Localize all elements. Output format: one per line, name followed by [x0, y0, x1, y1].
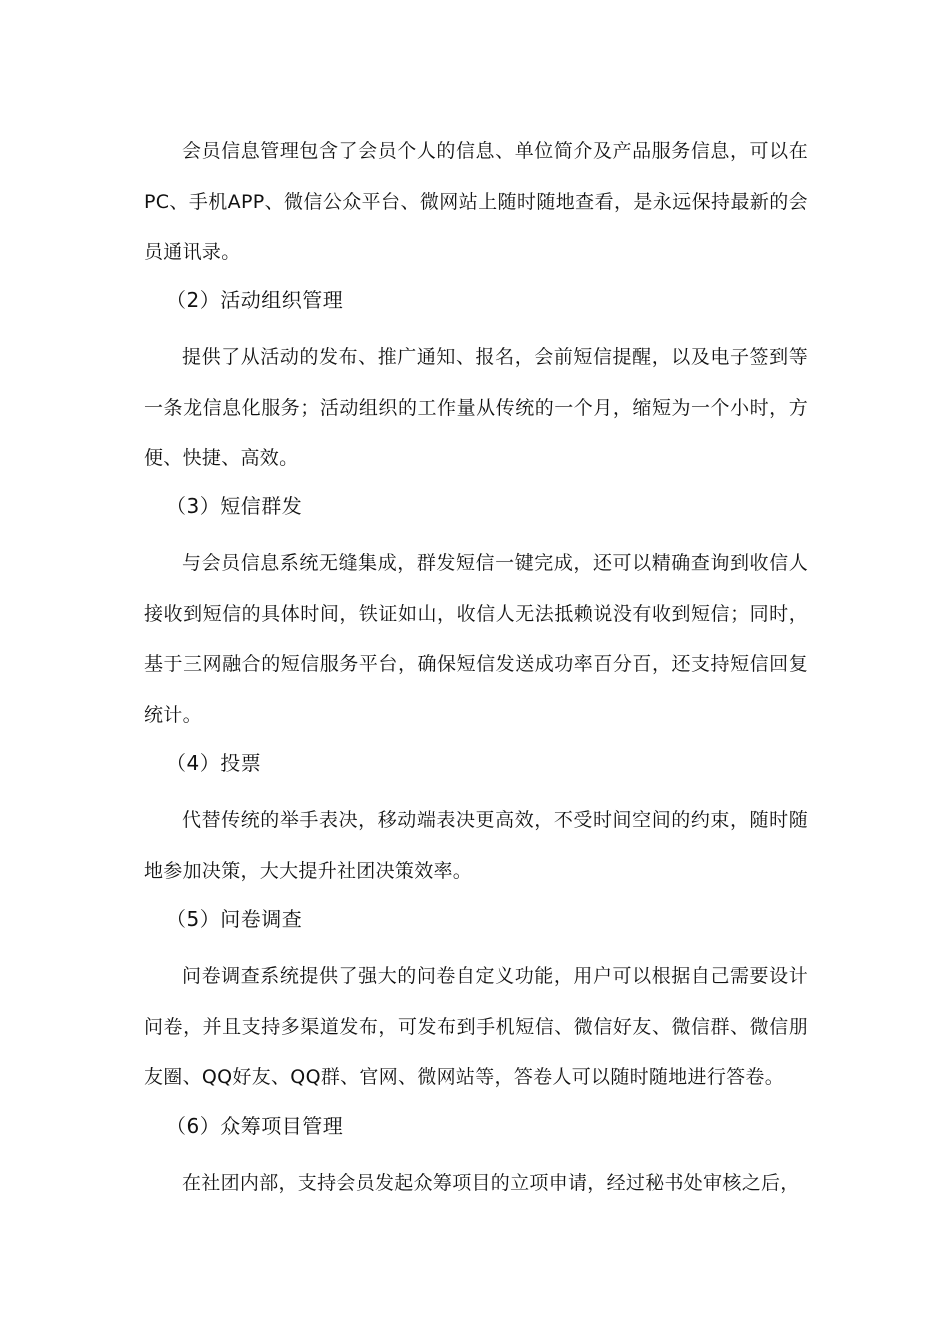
section-body-activity: 提供了从活动的发布、推广通知、报名，会前短信提醒，以及电子签到等一条龙信息化服务；活动组织的工作量从传统的一个月，缩短为一个小时，方便、快捷、高效。 — [144, 346, 808, 469]
section-body-sms: 与会员信息系统无缝集成，群发短信一键完成，还可以精确查询到收信人接收到短信的具体时间，铁证如山，收信人无法抵赖说没有收到短信；同时，基于三网融合的短信服务平台，确保短信发送成功率百分百，还支持短信回复统计。 — [144, 552, 808, 726]
section-body-vote: 代替传统的举手表决，移动端表决更高效，不受时间空间的约束，随时随地参加决策，大大提升社团决策效率。 — [144, 809, 808, 882]
section-body-crowdfunding: 在社团内部，支持会员发起众筹项目的立项申请，经过秘书处审核之后， — [182, 1172, 800, 1194]
section-heading-crowdfunding: （6）众筹项目管理 — [166, 1114, 344, 1138]
section-heading-activity: （2）活动组织管理 — [166, 288, 344, 312]
section-heading-vote: （4）投票 — [166, 751, 262, 775]
section-heading-survey: （5）问卷调查 — [166, 907, 303, 931]
section-heading-sms: （3）短信群发 — [166, 494, 303, 518]
section-body-survey: 问卷调查系统提供了强大的问卷自定义功能，用户可以根据自己需要设计问卷，并且支持多渠道发布，可发布到手机短信、微信好友、微信群、微信朋友圈、QQ好友、QQ群、官网、微网站等，答卷人可以随时随地进行答卷。 — [144, 965, 808, 1088]
intro-paragraph: 会员信息管理包含了会员个人的信息、单位简介及产品服务信息，可以在PC、手机APP、微信公众平台、微网站上随时随地查看，是永远保持最新的会员通讯录。 — [144, 140, 808, 263]
